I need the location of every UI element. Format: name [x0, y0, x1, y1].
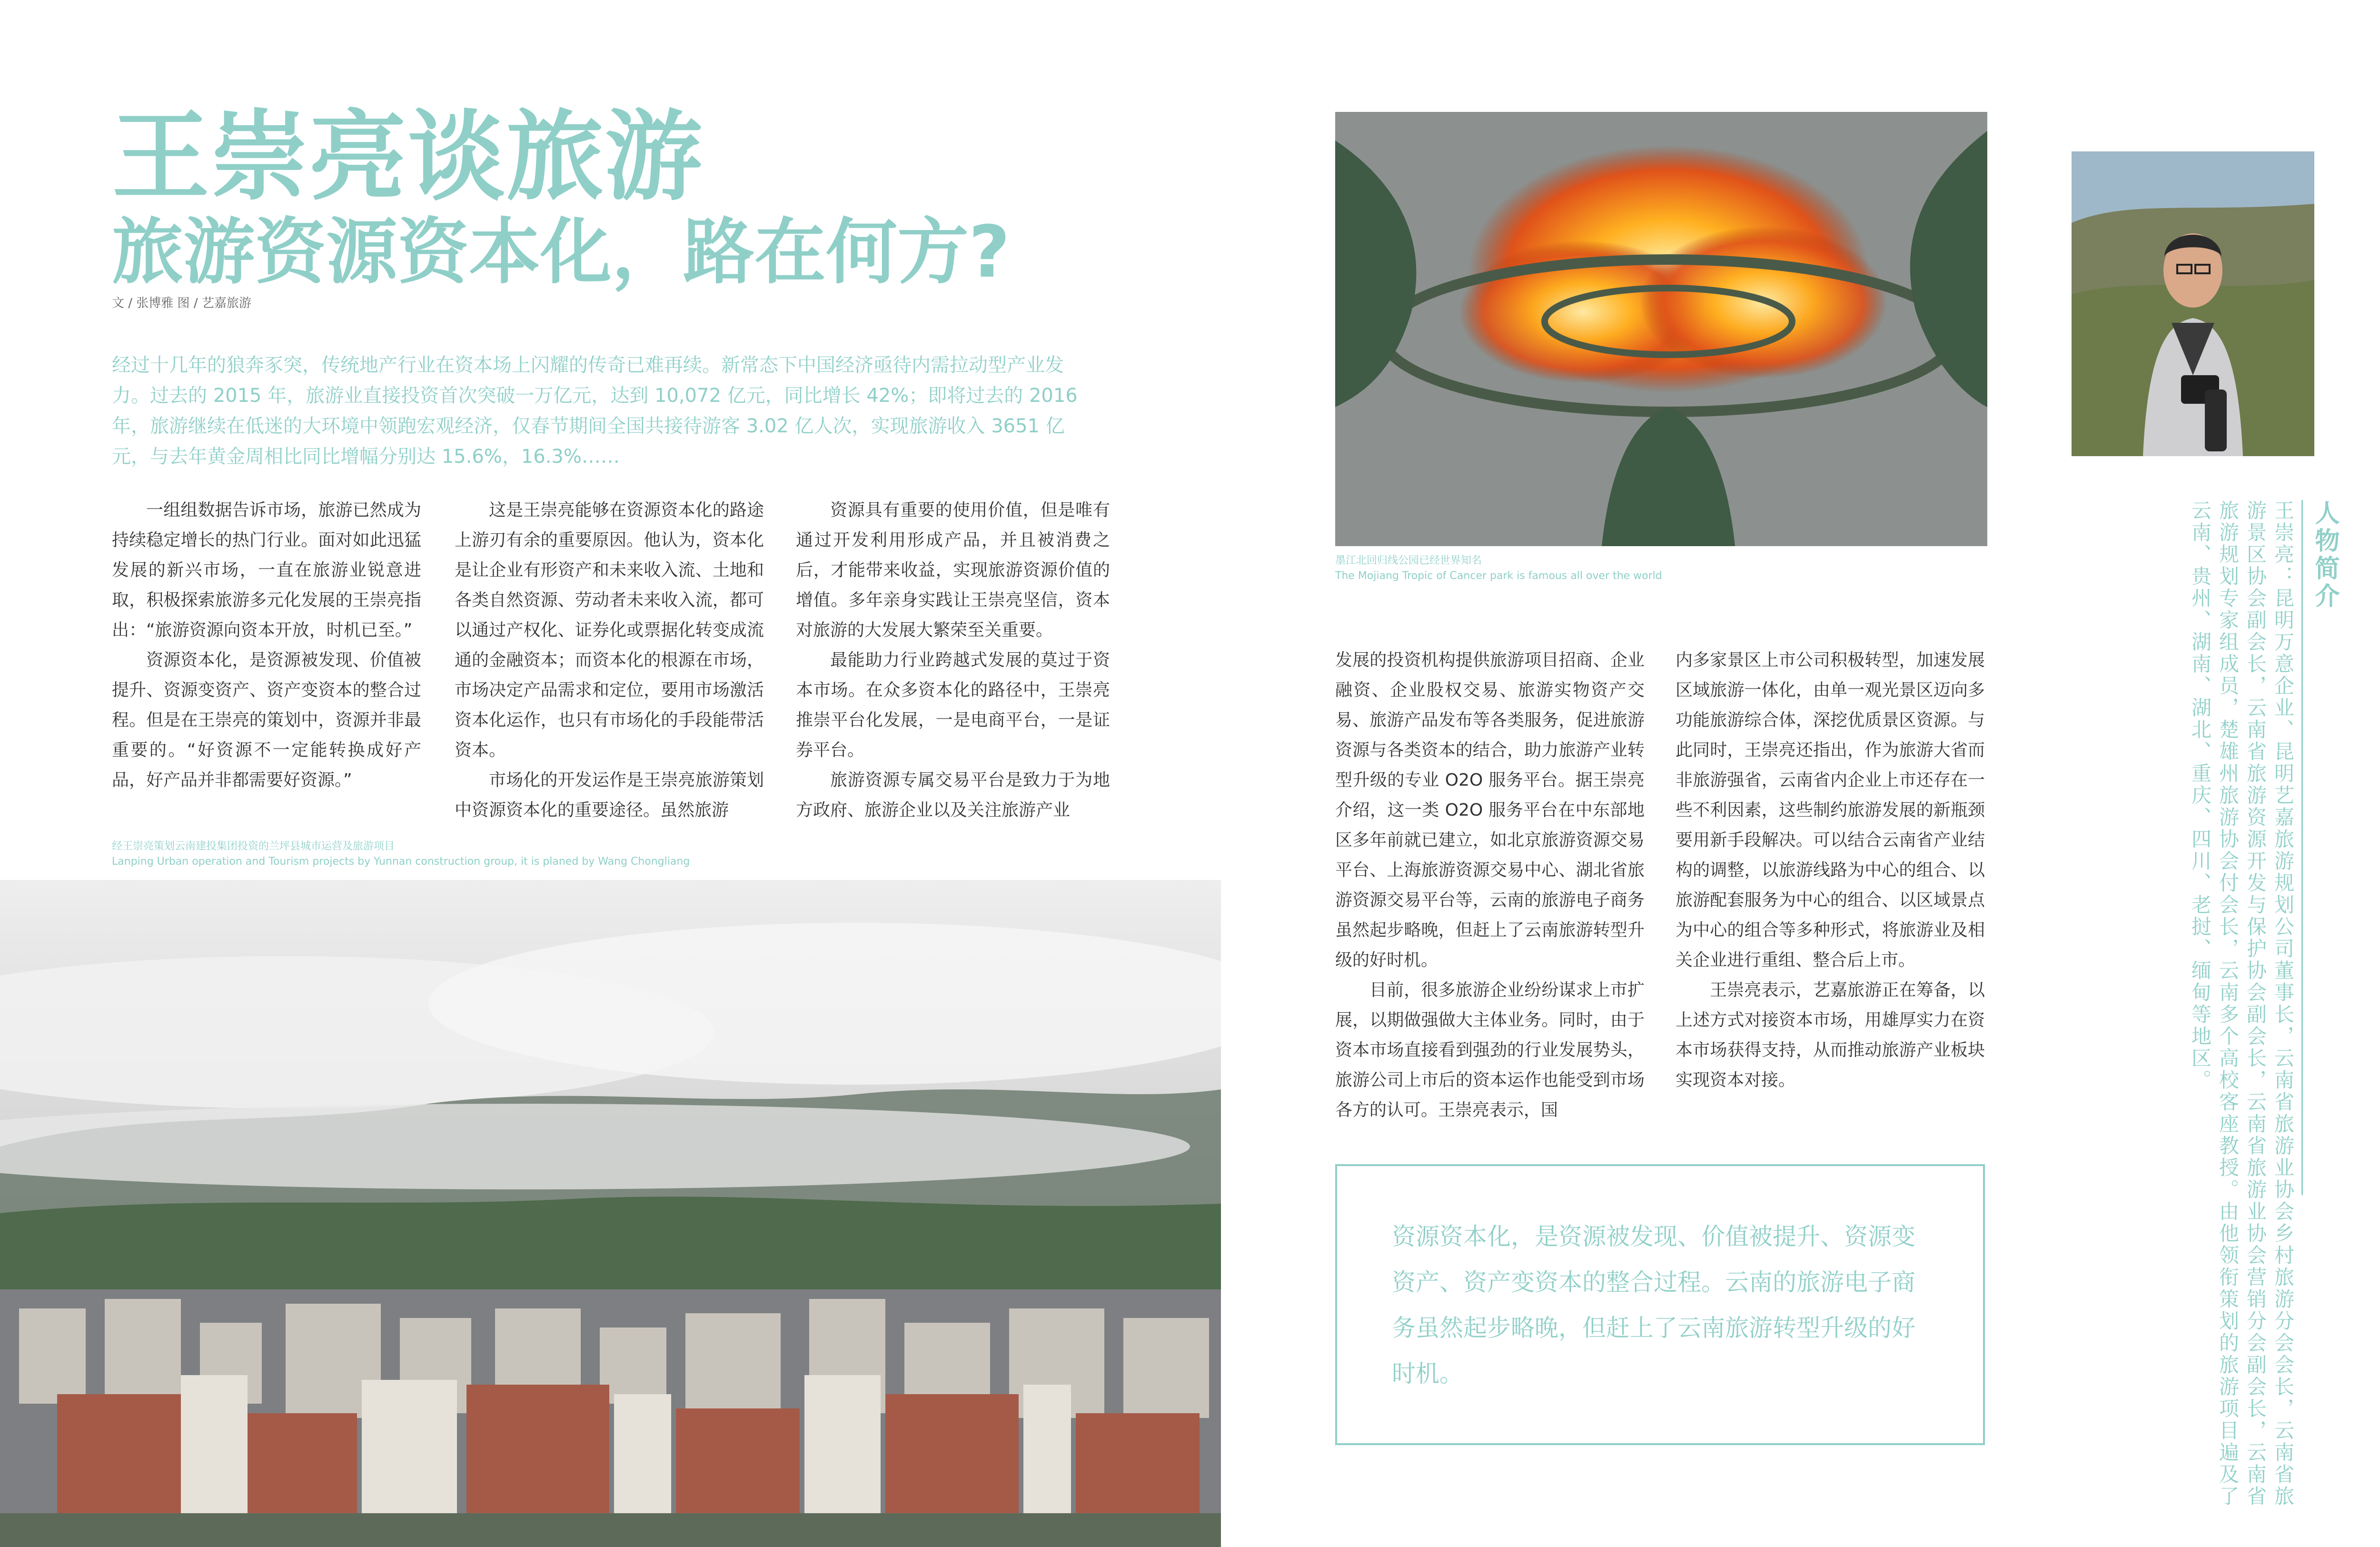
page-subtitle: 旅游资源资本化，路在何方?: [112, 211, 1011, 294]
paragraph: 旅游资源专属交易平台是致力于为地方政府、旅游企业以及关注旅游产业: [796, 770, 1110, 820]
body-column-1: [112, 495, 421, 795]
paragraph: 发展的投资机构提供旅游项目招商、企业融资、企业股权交易、旅游实物资产交易、旅游产品发布等各类服务，促进旅游资源与各类资本的结合，助力旅游产业转型升级的专业 O2O 服务平台。据王崇亮介绍，这一类 O2O 服务平台在中东部地区多年前就已建立，如北京旅游资源交易平台、上海旅游资源交易中心、湖北省旅游资源交易平台等，云南的旅游电子商务虽然起步略晚，但赶上了云南旅游转型升级的好时机。: [1335, 650, 1645, 970]
profile-body: 王崇亮：昆明万意企业、昆明艺嘉旅游规划公司董事长，云南省旅游业协会乡村旅游分会会长，云南省旅游景区协会副会长，云南省旅游资源开发与保护协会副会长，云南省旅游业协会营销分会副会长，云南省旅游规划专家组成员，楚雄州旅游协会付会长，云南多个高校客座教授。由他领衔策划的旅游项目遍及了云南、贵州、湖南、湖北、重庆、四川、老挝、缅甸等地区。: [2189, 500, 2295, 1507]
paragraph: 王崇亮表示，艺嘉旅游正在筹备，以上述方式对接资本市场，用雄厚实力在资本市场获得支持，从而推动旅游产业板块实现资本对接。: [1676, 980, 1985, 1090]
profile-divider: [2301, 500, 2303, 1195]
photo-caption-fire: [1335, 553, 2002, 584]
pull-quote-box: [1335, 1164, 1985, 1445]
paragraph: 资源具有重要的使用价值，但是唯有通过开发利用形成产品，并且被消费之后，才能带来收益，实现旅游资源价值的增值。多年亲身实践让王崇亮坚信，资本对旅游的大发展大繁荣至关重要。: [796, 500, 1110, 640]
fire-ring-image: [1335, 112, 1987, 546]
body-column-5: [1676, 645, 1985, 1095]
fire-ring-photo: [1335, 112, 1987, 546]
caption-cn: 经王崇亮策划云南建投集团投资的兰坪县城市运营及旅游项目: [112, 840, 395, 852]
portrait-image: [2072, 151, 2314, 456]
body-column-2: [455, 495, 764, 825]
caption-en: The Mojiang Tropic of Cancer park is famous all over the world: [1335, 570, 1662, 582]
body-column-3: [796, 495, 1110, 825]
town-photo-image: [0, 880, 1221, 1547]
paragraph: 目前，很多旅游企业纷纷谋求上市扩展，以期做强做大主体业务。同时，由于资本市场直接看到强劲的行业发展势头，旅游公司上市后的资本运作也能受到市场各方的认可。王崇亮表示，国: [1335, 980, 1645, 1120]
paragraph: 资源资本化，是资源被发现、价值被提升、资源变资产、资产变资本的整合过程。但是在王崇亮的策划中，资源并非最重要的。“好资源不一定能转换成好产品，好产品并非都需要好资源。”: [112, 650, 421, 790]
lead-paragraph: 经过十几年的狼奔豕突，传统地产行业在资本场上闪耀的传奇已难再续。新常态下中国经济亟待内需拉动型产业发力。过去的 2015 年，旅游业直接投资首次突破一万亿元，达到 10,072 亿元，同比增长 42%；即将过去的 2016 年，旅游继续在低迷的大环境中领跑宏观经济，仅春节期间全国共接待游客 3.02 亿人次，实现旅游收入 3651 亿元，与去年黄金周相比同比增幅分别达 15.6%，16.3%……: [112, 354, 1078, 468]
pull-quote-text: 资源资本化，是资源被发现、价值被提升、资源变资产、资产变资本的整合过程。云南的旅游电子商务虽然起步略晚，但赶上了云南旅游转型升级的好时机。: [1392, 1223, 1915, 1387]
page-title: 王崇亮谈旅游: [112, 100, 703, 214]
body-column-4: [1335, 645, 1645, 1125]
paragraph: 一组组数据告诉市场，旅游已然成为持续稳定增长的热门行业。面对如此迅猛发展的新兴市场，一直在旅游业锐意进取，积极探索旅游多元化发展的王崇亮指出：“旅游资源向资本开放，时机已至。”: [112, 500, 421, 640]
caption-en: Lanping Urban operation and Tourism projects by Yunnan construction group, it is planed by Wang Chongliang: [112, 856, 690, 868]
profile-heading: 人物简介: [2311, 500, 2339, 610]
portrait-photo: [2072, 151, 2314, 456]
photo-caption-town: [112, 839, 969, 869]
paragraph: 最能助力行业跨越式发展的莫过于资本市场。在众多资本化的路径中，王崇亮推崇平台化发展，一是电商平台，一是证券平台。: [796, 650, 1110, 760]
caption-cn: 墨江北回归线公园已经世界知名: [1335, 555, 1482, 567]
paragraph: 市场化的开发运作是王崇亮旅游策划中资源资本化的重要途径。虽然旅游: [455, 770, 764, 820]
byline: 文 / 张博雅 图 / 艺嘉旅游: [112, 296, 251, 310]
paragraph: 这是王崇亮能够在资源资本化的路途上游刃有余的重要原因。他认为，资本化是让企业有形资产和未来收入流、土地和各类自然资源、劳动者未来收入流，都可以通过产权化、证券化或票据化转变成流通的金融资本；而资本化的根源在市场，市场决定产品需求和定位，要用市场激活资本化运作，也只有市场化的手段能带活资本。: [455, 500, 764, 760]
town-photo: [0, 880, 1221, 1547]
paragraph: 内多家景区上市公司积极转型，加速发展区域旅游一体化，由单一观光景区迈向多功能旅游综合体，深挖优质景区资源。与此同时，王崇亮还指出，作为旅游大省而非旅游强省，云南省内企业上市还存在一些不利因素，这些制约旅游发展的新瓶颈要用新手段解决。可以结合云南省产业结构的调整，以旅游线路为中心的组合、以旅游配套服务为中心的组合、以区域景点为中心的组合等多种形式，将旅游业及相关企业进行重组、整合后上市。: [1676, 650, 1985, 970]
